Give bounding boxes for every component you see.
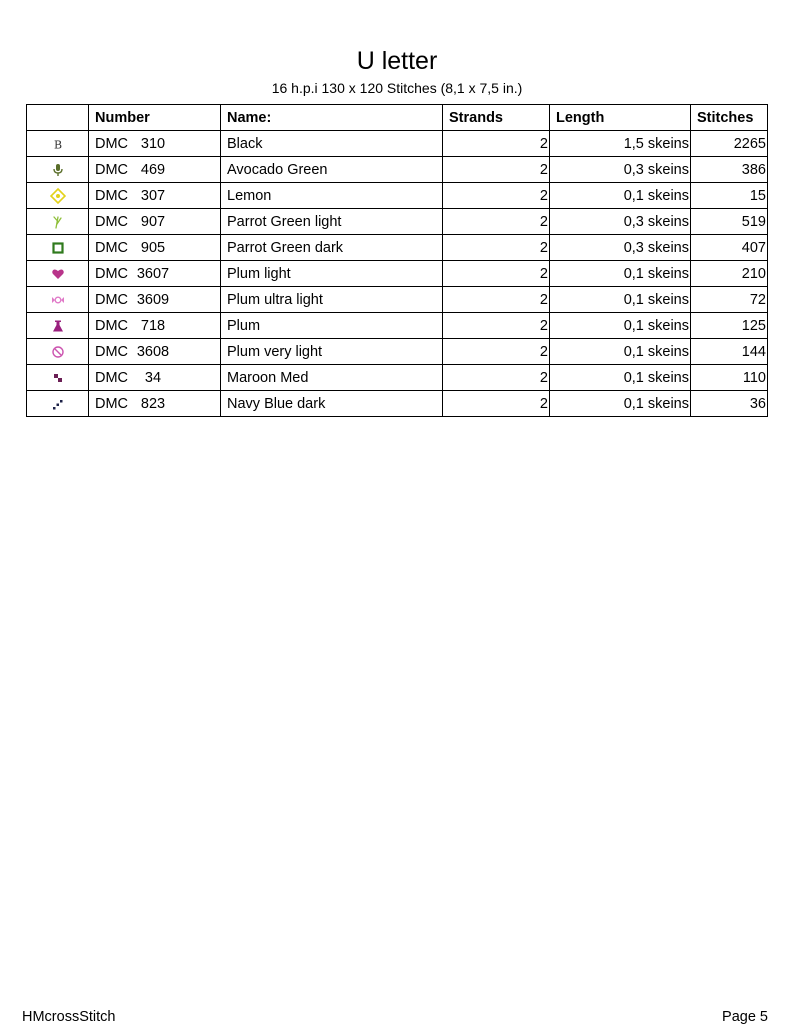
table-row bbox=[27, 391, 768, 417]
length-cell: 0,1 skeins bbox=[550, 339, 691, 365]
thread-brand: DMC bbox=[95, 265, 129, 282]
diamond-dot-icon bbox=[50, 188, 66, 204]
thread-brand: DMC bbox=[95, 291, 129, 308]
thread-name-cell: Plum very light bbox=[221, 339, 443, 365]
thread-code: 823 bbox=[140, 395, 166, 412]
thread-name-cell: Plum ultra light bbox=[221, 287, 443, 313]
table-row bbox=[27, 157, 768, 183]
thread-name-cell: Black bbox=[221, 131, 443, 157]
length-cell: 0,1 skeins bbox=[550, 261, 691, 287]
thread-brand: DMC bbox=[95, 343, 129, 360]
symbol-cell bbox=[27, 287, 89, 313]
column-header-length: Length bbox=[550, 105, 691, 131]
symbol-cell bbox=[27, 131, 89, 157]
stitches-cell: 36 bbox=[691, 391, 768, 417]
thread-brand: DMC bbox=[95, 395, 129, 412]
thread-code: 907 bbox=[140, 213, 166, 230]
length-cell: 0,3 skeins bbox=[550, 157, 691, 183]
stitches-cell: 15 bbox=[691, 183, 768, 209]
thread-brand: DMC bbox=[95, 213, 129, 230]
thread-number-cell bbox=[89, 365, 221, 391]
thread-number-cell bbox=[89, 235, 221, 261]
length-cell: 0,1 skeins bbox=[550, 183, 691, 209]
strands-cell: 2 bbox=[443, 261, 550, 287]
thread-code: 310 bbox=[140, 135, 166, 152]
strands-cell: 2 bbox=[443, 131, 550, 157]
table-row bbox=[27, 261, 768, 287]
thread-brand: DMC bbox=[95, 239, 129, 256]
candy-icon bbox=[51, 293, 65, 307]
thread-legend-table bbox=[26, 104, 768, 417]
table-row bbox=[27, 339, 768, 365]
thread-code: 718 bbox=[140, 317, 166, 334]
stitches-cell: 144 bbox=[691, 339, 768, 365]
table-row bbox=[27, 131, 768, 157]
thread-brand: DMC bbox=[95, 317, 129, 334]
table-row bbox=[27, 183, 768, 209]
stitches-cell: 519 bbox=[691, 209, 768, 235]
footer-publisher: HMcrossStitch bbox=[22, 1009, 116, 1025]
length-cell: 0,1 skeins bbox=[550, 313, 691, 339]
length-cell: 0,3 skeins bbox=[550, 209, 691, 235]
symbol-cell bbox=[27, 157, 89, 183]
thread-name-cell: Avocado Green bbox=[221, 157, 443, 183]
footer-page-number: Page 5 bbox=[722, 1009, 768, 1025]
thread-number-cell bbox=[89, 157, 221, 183]
table-row bbox=[27, 235, 768, 261]
thread-number-cell bbox=[89, 391, 221, 417]
strands-cell: 2 bbox=[443, 209, 550, 235]
thread-code: 307 bbox=[140, 187, 166, 204]
strands-cell: 2 bbox=[443, 313, 550, 339]
thread-number-cell bbox=[89, 339, 221, 365]
stitches-cell: 2265 bbox=[691, 131, 768, 157]
length-cell: 0,1 skeins bbox=[550, 391, 691, 417]
thread-name-cell: Parrot Green dark bbox=[221, 235, 443, 261]
strands-cell: 2 bbox=[443, 287, 550, 313]
thread-code: 3607 bbox=[136, 265, 170, 282]
column-header-name: Name: bbox=[221, 105, 443, 131]
thread-number-cell bbox=[89, 209, 221, 235]
strands-cell: 2 bbox=[443, 365, 550, 391]
thread-number-cell bbox=[89, 183, 221, 209]
symbol-cell bbox=[27, 209, 89, 235]
thread-code: 905 bbox=[140, 239, 166, 256]
heart-icon bbox=[51, 267, 65, 281]
strands-cell: 2 bbox=[443, 339, 550, 365]
stitches-cell: 386 bbox=[691, 157, 768, 183]
symbol-cell bbox=[27, 391, 89, 417]
column-header-number: Number bbox=[89, 105, 221, 131]
stitches-cell: 110 bbox=[691, 365, 768, 391]
length-cell: 1,5 skeins bbox=[550, 131, 691, 157]
thread-brand: DMC bbox=[95, 187, 129, 204]
sprig-icon bbox=[51, 215, 65, 229]
flask-icon bbox=[51, 319, 65, 333]
stitches-cell: 407 bbox=[691, 235, 768, 261]
thread-brand: DMC bbox=[95, 161, 129, 178]
thread-brand: DMC bbox=[95, 369, 129, 386]
table-row bbox=[27, 365, 768, 391]
thread-code: 34 bbox=[144, 369, 162, 386]
thread-code: 469 bbox=[140, 161, 166, 178]
microphone-icon bbox=[51, 163, 65, 177]
checker-icon bbox=[51, 371, 65, 385]
no-sign-icon bbox=[51, 345, 65, 359]
strands-cell: 2 bbox=[443, 157, 550, 183]
symbol-cell bbox=[27, 313, 89, 339]
thread-number-cell bbox=[89, 313, 221, 339]
thread-name-cell: Plum light bbox=[221, 261, 443, 287]
thread-number-cell bbox=[89, 261, 221, 287]
stitches-cell: 125 bbox=[691, 313, 768, 339]
strands-cell: 2 bbox=[443, 391, 550, 417]
table-row bbox=[27, 287, 768, 313]
thread-number-cell bbox=[89, 131, 221, 157]
b-letter-icon bbox=[51, 137, 65, 151]
length-cell: 0,1 skeins bbox=[550, 287, 691, 313]
page-subtitle: 16 h.p.i 130 x 120 Stitches (8,1 x 7,5 in.) bbox=[271, 80, 523, 96]
symbol-cell bbox=[27, 183, 89, 209]
thread-name-cell: Maroon Med bbox=[221, 365, 443, 391]
symbol-cell bbox=[27, 339, 89, 365]
table-row bbox=[27, 313, 768, 339]
column-header-symbol bbox=[27, 105, 89, 131]
table-row bbox=[27, 209, 768, 235]
thread-name-cell: Plum bbox=[221, 313, 443, 339]
strands-cell: 2 bbox=[443, 183, 550, 209]
page-title: U letter bbox=[356, 47, 438, 75]
symbol-cell bbox=[27, 235, 89, 261]
stitches-cell: 72 bbox=[691, 287, 768, 313]
length-cell: 0,1 skeins bbox=[550, 365, 691, 391]
stitches-cell: 210 bbox=[691, 261, 768, 287]
thread-name-cell: Lemon bbox=[221, 183, 443, 209]
column-header-stitches: Stitches bbox=[691, 105, 768, 131]
hollow-square-icon bbox=[51, 241, 65, 255]
dotted-diagonal-icon bbox=[51, 397, 65, 411]
strands-cell: 2 bbox=[443, 235, 550, 261]
svg-text:B: B bbox=[53, 138, 62, 151]
table-header-row bbox=[27, 105, 768, 131]
thread-brand: DMC bbox=[95, 135, 129, 152]
thread-name-cell: Parrot Green light bbox=[221, 209, 443, 235]
length-cell: 0,3 skeins bbox=[550, 235, 691, 261]
thread-code: 3608 bbox=[136, 343, 170, 360]
column-header-strands: Strands bbox=[443, 105, 550, 131]
symbol-cell bbox=[27, 261, 89, 287]
symbol-cell bbox=[27, 365, 89, 391]
thread-name-cell: Navy Blue dark bbox=[221, 391, 443, 417]
thread-code: 3609 bbox=[136, 291, 170, 308]
thread-number-cell bbox=[89, 287, 221, 313]
